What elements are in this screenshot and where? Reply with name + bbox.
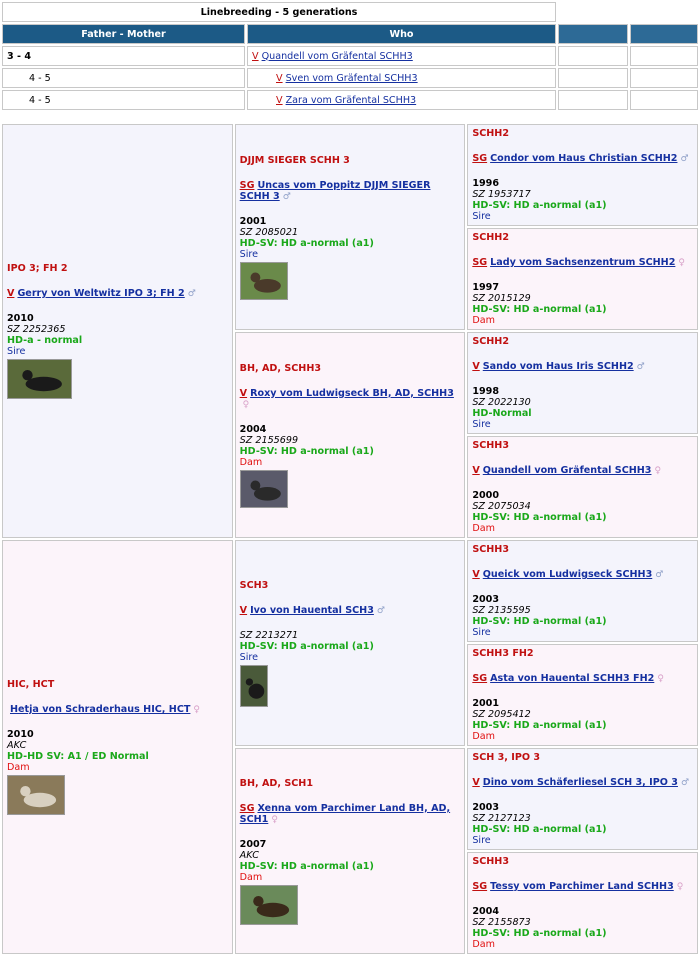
dog-link[interactable]: Uncas vom Poppitz DJJM SIEGER SCHH 3: [239, 179, 431, 202]
birth-year: 1997: [472, 282, 500, 293]
sex-label: Sire: [472, 211, 491, 222]
dog-photo[interactable]: [240, 262, 288, 300]
dog-title: SCHH2: [472, 336, 509, 347]
dog-title: SCH 3, IPO 3: [472, 752, 541, 763]
dog-link[interactable]: Hetja von Schraderhaus HIC, HCT: [10, 704, 191, 715]
birth-year: 2001: [239, 215, 267, 227]
who-cell: [247, 68, 556, 88]
pedigree-cell-g3: [467, 436, 698, 538]
sex-label: Dam: [472, 939, 495, 950]
pedigree-cell-g3: [467, 644, 698, 746]
grade-link[interactable]: SG: [239, 802, 255, 814]
registration-number: SZ 2213271: [239, 629, 299, 641]
pedigree-table: [0, 122, 700, 956]
column-header-blurred: [630, 24, 698, 44]
male-icon[interactable]: ♂: [282, 191, 291, 202]
dog-link[interactable]: Asta von Hauental SCHH3 FH2: [490, 673, 655, 684]
pedigree-cell-g3: [467, 540, 698, 642]
dog-name-line: [472, 881, 693, 892]
grade-link[interactable]: V: [472, 569, 480, 580]
sex-label: Dam: [472, 315, 495, 326]
dog-link[interactable]: Lady vom Sachsenzentrum SCHH2: [490, 257, 676, 268]
grade-link[interactable]: V: [472, 777, 480, 788]
registration-number: SZ 2155873: [472, 917, 531, 928]
birth-year: 2010: [7, 313, 34, 324]
dog-title: HIC, HCT: [7, 679, 55, 690]
grade-link[interactable]: V: [276, 94, 283, 106]
registration-number: SZ 2022130: [472, 397, 531, 408]
dog-title: SCHH2: [472, 232, 509, 243]
female-icon[interactable]: ♀: [654, 466, 662, 476]
dog-link[interactable]: Roxy vom Ludwigseck BH, AD, SCHH3: [250, 387, 454, 399]
linebreeding-row: [2, 90, 698, 110]
blank-cell: [630, 46, 698, 66]
dog-photo[interactable]: [240, 470, 288, 508]
hip-rating: HD-a - normal: [7, 335, 83, 346]
blank-cell: [558, 68, 628, 88]
dog-link[interactable]: Gerry von Weltwitz IPO 3; FH 2: [17, 288, 185, 299]
hip-rating: HD-SV: HD a-normal (a1): [472, 928, 607, 939]
pedigree-cell-g2-sire-sire: [235, 124, 466, 330]
sex-label: Dam: [239, 871, 263, 883]
female-icon[interactable]: ♀: [193, 705, 200, 715]
male-icon[interactable]: ♂: [376, 605, 385, 616]
registration-number: AKC: [239, 849, 259, 861]
dog-link[interactable]: Sven vom Gräfental SCHH3: [285, 72, 418, 84]
hip-rating: HD-Normal: [472, 408, 532, 419]
sex-label: Sire: [472, 419, 491, 430]
dog-name-line: [240, 388, 461, 410]
dog-name-line: [7, 288, 228, 299]
hip-rating: HD-SV: HD a-normal (a1): [472, 512, 607, 523]
dog-name-line: [7, 704, 228, 715]
dog-link[interactable]: Sando vom Haus Iris SCHH2: [482, 361, 634, 372]
sex-label: Dam: [7, 762, 30, 773]
column-header-father-mother: Father - Mother: [2, 24, 245, 44]
hip-rating: HD-SV: HD a-normal (a1): [472, 200, 607, 211]
birth-year: 2004: [472, 906, 500, 917]
column-header-blurred: [558, 24, 628, 44]
dog-title: SCHH3 FH2: [472, 648, 534, 659]
dog-title: DJJM SIEGER SCHH 3: [239, 154, 350, 166]
female-icon[interactable]: ♀: [678, 258, 685, 268]
registration-number: SZ 2135595: [472, 605, 531, 616]
blank-cell: [558, 90, 628, 110]
birth-year: 2010: [7, 729, 34, 740]
female-icon[interactable]: ♀: [242, 399, 250, 410]
dog-name-line: [472, 777, 693, 788]
pedigree-cell-g1-sire: [2, 124, 233, 538]
birth-year: 2001: [472, 698, 500, 709]
grade-link[interactable]: V: [239, 387, 248, 399]
hip-rating: HD-SV: HD a-normal (a1): [472, 824, 607, 835]
generation-cell: 3 - 4: [2, 46, 245, 66]
birth-year: 2003: [472, 594, 500, 605]
dog-title: SCHH3: [472, 856, 509, 867]
female-icon[interactable]: ♀: [657, 674, 664, 684]
grade-link[interactable]: V: [7, 288, 15, 299]
dog-link[interactable]: Zara vom Gräfental SCHH3: [285, 94, 417, 106]
dog-link[interactable]: Tessy vom Parchimer Land SCHH3: [490, 881, 674, 892]
dog-title: SCHH3: [472, 440, 509, 451]
hip-rating: HD-SV: HD a-normal (a1): [472, 720, 607, 731]
blank-cell: [558, 46, 628, 66]
dog-name-line: [240, 803, 461, 825]
linebreeding-title-row: [2, 2, 698, 22]
dog-name-line: [472, 257, 693, 268]
dog-link[interactable]: Queick vom Ludwigseck SCHH3: [482, 569, 653, 580]
dog-title: SCHH2: [472, 128, 509, 139]
generation-cell: 4 - 5: [2, 90, 245, 110]
dog-title: SCH3: [239, 579, 269, 591]
pedigree-cell-g3: [467, 332, 698, 434]
registration-number: SZ 2155699: [239, 434, 299, 446]
registration-number: SZ 2085021: [239, 226, 299, 238]
dog-photo[interactable]: [240, 885, 298, 925]
blank-cell: [630, 90, 698, 110]
birth-year: 2000: [472, 490, 500, 501]
male-icon[interactable]: ♂: [680, 778, 690, 788]
dog-title: IPO 3; FH 2: [7, 263, 68, 274]
pedigree-cell-g2-dam-dam: [235, 748, 466, 954]
dog-name-line: [472, 465, 693, 476]
birth-year: 1998: [472, 386, 500, 397]
registration-number: SZ 2095412: [472, 709, 531, 720]
sex-label: Sire: [7, 346, 26, 357]
grade-link[interactable]: V: [239, 604, 248, 616]
who-cell: [247, 90, 556, 110]
dog-link[interactable]: Quandell vom Gräfental SCHH3: [482, 465, 652, 476]
dog-name-line: [472, 569, 693, 580]
dog-link[interactable]: Xenna vom Parchimer Land BH, AD, SCH1: [239, 802, 451, 825]
registration-number: SZ 2127123: [472, 813, 531, 824]
hip-rating: HD-HD SV: A1 / ED Normal: [7, 751, 149, 762]
pedigree-cell-g3: [467, 852, 698, 954]
sex-label: Sire: [472, 627, 491, 638]
hip-rating: HD-SV: HD a-normal (a1): [239, 237, 374, 249]
linebreeding-table: [0, 0, 700, 112]
sex-label: Dam: [472, 731, 495, 742]
dog-link[interactable]: Quandell vom Gräfental SCHH3: [261, 50, 413, 62]
grade-link[interactable]: V: [472, 465, 480, 476]
blank-cell: [630, 68, 698, 88]
registration-number: AKC: [7, 740, 27, 751]
male-icon[interactable]: ♂: [187, 289, 196, 299]
pedigree-cell-g3: [467, 748, 698, 850]
birth-year: 2004: [239, 423, 267, 435]
grade-link[interactable]: SG: [472, 881, 488, 892]
pedigree-cell-g3: [467, 228, 698, 330]
hip-rating: HD-SV: HD a-normal (a1): [472, 304, 607, 315]
hip-rating: HD-SV: HD a-normal (a1): [239, 860, 374, 872]
dog-title: SCHH3: [472, 544, 509, 555]
pedigree-cell-g1-dam: [2, 540, 233, 954]
linebreeding-row: [2, 68, 698, 88]
pedigree-cell-g2-sire-dam: [235, 332, 466, 538]
dog-name-line: [472, 153, 693, 164]
dog-photo[interactable]: [240, 665, 268, 707]
dog-name-line: [472, 673, 693, 684]
grade-link[interactable]: V: [276, 72, 283, 84]
dog-name-line: [240, 180, 461, 202]
dog-title: BH, AD, SCH1: [239, 777, 314, 789]
female-icon[interactable]: ♀: [676, 882, 684, 892]
dog-name-line: [240, 605, 461, 616]
registration-number: SZ 2075034: [472, 501, 531, 512]
dog-name-line: [472, 361, 693, 372]
linebreeding-header-row: [2, 24, 698, 44]
who-cell: [247, 46, 556, 66]
birth-year: 2007: [239, 838, 267, 850]
registration-number: SZ 2252365: [7, 324, 66, 335]
sex-label: Dam: [239, 456, 263, 468]
sex-label: Sire: [239, 248, 259, 260]
linebreeding-row: [2, 46, 698, 66]
male-icon[interactable]: ♂: [680, 154, 689, 164]
dog-photo[interactable]: [7, 359, 72, 399]
sex-label: Sire: [239, 651, 259, 663]
birth-year: 1996: [472, 178, 500, 189]
hip-rating: HD-SV: HD a-normal (a1): [239, 445, 374, 457]
column-header-who: Who: [247, 24, 556, 44]
female-icon[interactable]: ♀: [271, 814, 278, 825]
sex-label: Dam: [472, 523, 495, 534]
hip-rating: HD-SV: HD a-normal (a1): [472, 616, 607, 627]
male-icon[interactable]: ♂: [636, 362, 645, 372]
grade-link[interactable]: SG: [472, 257, 488, 268]
dog-link[interactable]: Ivo von Hauental SCH3: [250, 604, 374, 616]
dog-link[interactable]: Dino vom Schäferliesel SCH 3, IPO 3: [482, 777, 678, 788]
grade-link[interactable]: SG: [239, 179, 255, 191]
registration-number: SZ 1953717: [472, 189, 531, 200]
male-icon[interactable]: ♂: [655, 570, 664, 580]
registration-number: SZ 2015129: [472, 293, 531, 304]
generation-cell: 4 - 5: [2, 68, 245, 88]
dog-photo[interactable]: [7, 775, 65, 815]
birth-year: 2003: [472, 802, 500, 813]
sex-label: Sire: [472, 835, 491, 846]
pedigree-cell-g3: [467, 124, 698, 226]
grade-link[interactable]: SG: [472, 153, 488, 164]
grade-link[interactable]: SG: [472, 673, 488, 684]
hip-rating: HD-SV: HD a-normal (a1): [239, 640, 374, 652]
linebreeding-title: Linebreeding - 5 generations: [2, 2, 556, 22]
dog-link[interactable]: Condor vom Haus Christian SCHH2: [490, 153, 678, 164]
grade-link[interactable]: V: [252, 50, 259, 62]
grade-link[interactable]: V: [472, 361, 480, 372]
pedigree-cell-g2-dam-sire: [235, 540, 466, 746]
dog-title: BH, AD, SCHH3: [239, 362, 322, 374]
